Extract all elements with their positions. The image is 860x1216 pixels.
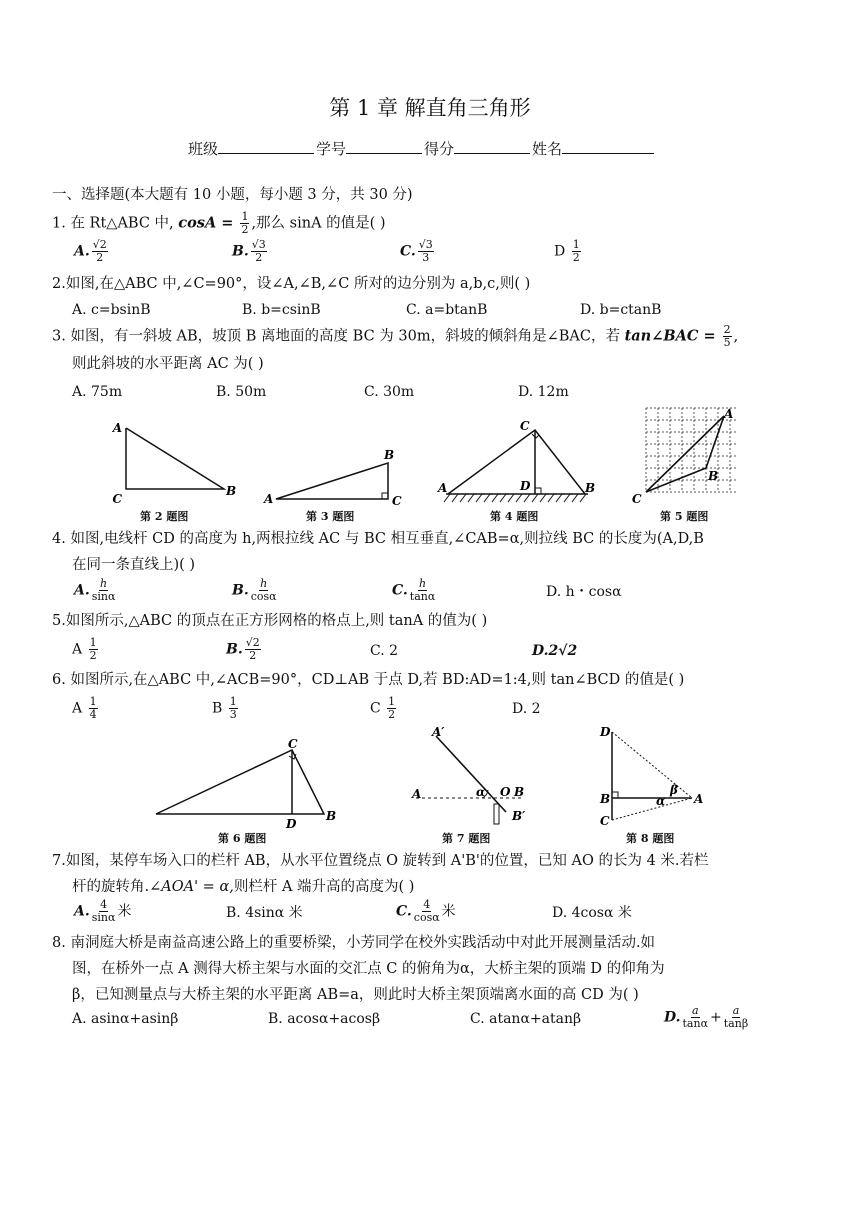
right-angle-mark [612, 792, 618, 798]
q4-option-b[interactable] [232, 578, 279, 603]
q4-c-label: C. [392, 582, 408, 599]
class-blank[interactable] [218, 139, 314, 154]
figure-q7 [406, 724, 538, 828]
q6-b-frac [229, 696, 238, 721]
q8-option-d[interactable] [664, 1005, 750, 1030]
q7-c-unit: 米 [441, 903, 456, 920]
q8-d1-den: tanα [682, 1017, 709, 1030]
q4-b-num: h [260, 577, 268, 590]
name-blank[interactable] [562, 139, 654, 154]
id-blank[interactable] [346, 139, 422, 154]
q8-stem-1: 8. 南洞庭大桥是南益高速公路上的重要桥梁，小芳同学在校外实践活动中对此开展测量活动.如 [52, 935, 656, 951]
q5-b-num: √2 [245, 636, 260, 649]
q4-stem-1: 4. 如图,电线杆 CD 的高度为 h,两根拉线 AC 与 BC 相互垂直,∠CAB=α,则拉线 BC 的长度为(A,D,B [52, 531, 704, 547]
q3-option-a[interactable]: A. 75m [72, 384, 123, 400]
q4-a-frac [92, 578, 116, 603]
q8-option-b[interactable]: B. acosα+acosβ [268, 1011, 381, 1027]
right-angle-mark [382, 493, 388, 499]
q6-b-label: B [212, 700, 227, 717]
label-c: C [600, 814, 610, 828]
q8-d-frac-2 [724, 1005, 748, 1030]
q1-frac-num: 1 [241, 210, 249, 223]
q5-option-a[interactable] [72, 637, 100, 662]
q7-c-label: C. [396, 903, 412, 920]
label-beta: β [670, 783, 678, 797]
q4-c-frac [410, 578, 436, 603]
q3-frac-num: 2 [723, 323, 731, 336]
label-b: B [708, 469, 719, 483]
q4-c-den: tanα [409, 590, 436, 603]
q5-b-label: B. [226, 641, 243, 658]
caption-q2: 第 2 题图 [140, 510, 189, 523]
q1-a-den: 2 [96, 251, 104, 264]
q6-option-c[interactable] [370, 696, 398, 721]
q7-c-num: 4 [423, 898, 431, 911]
q1-c-frac [418, 239, 434, 264]
label-c: C [112, 492, 122, 505]
post [494, 804, 499, 824]
q1-option-c[interactable] [400, 239, 436, 264]
q6-option-b[interactable] [212, 696, 240, 721]
label-a: A [694, 792, 704, 806]
q6-a-frac [89, 696, 98, 721]
q4-a-den: sinα [91, 590, 116, 603]
q6-b-num: 1 [229, 695, 237, 708]
figure-q8 [596, 724, 714, 828]
q5-option-d[interactable]: D.2√2 [532, 643, 578, 659]
q3-tan: tan∠BAC = [624, 327, 721, 345]
caption-q8: 第 8 题图 [626, 832, 675, 845]
q5-a-den: 2 [89, 649, 97, 662]
label-c: C [392, 494, 402, 507]
q1-c-den: 3 [422, 251, 430, 264]
q7-stem-2 [72, 878, 414, 896]
q7-option-d[interactable]: D. 4cosα 米 [552, 905, 632, 921]
q3-text: 3. 如图，有一斜坡 AB，坡顶 B 离地面的高度 BC 为 30m，斜坡的倾斜角是∠BAC，若 [52, 328, 625, 345]
label-d: D [286, 817, 297, 830]
q1-b-num: √3 [251, 238, 266, 251]
q4-option-a[interactable] [74, 578, 117, 603]
q8-d1-num: a [691, 1004, 699, 1017]
label-a: A [724, 407, 734, 421]
q6-option-a[interactable] [72, 696, 100, 721]
q6-b-den: 3 [229, 708, 237, 721]
figure-q6 [146, 734, 346, 830]
q1-a-num: √2 [92, 238, 107, 251]
q7-a-den: sinα [91, 911, 116, 924]
q8-d-frac-1 [683, 1005, 709, 1030]
section-heading: 一、选择题(本大题有 10 小题，每小题 3 分，共 30 分) [52, 187, 413, 203]
q3-frac-den: 5 [723, 336, 731, 349]
q2-option-c[interactable]: C. a=btanB [406, 302, 488, 318]
page-title: 第 1 章 解直角三角形 [329, 96, 531, 120]
label-d: D [600, 725, 611, 739]
q4-b-frac [251, 578, 277, 603]
name-label: 姓名 [532, 140, 563, 158]
label-a-prime: A′ [432, 725, 445, 739]
q7-option-b[interactable]: B. 4sinα 米 [226, 905, 303, 921]
q6-c-label: C [370, 700, 386, 717]
caption-q7: 第 7 题图 [442, 832, 491, 845]
q5-a-frac [89, 637, 98, 662]
q3-comma: , [733, 328, 739, 345]
q1-a-label: A. [74, 243, 90, 260]
label-b: B [585, 481, 596, 495]
q4-a-label: A. [74, 582, 90, 599]
q5-stem: 5.如图所示,△ABC 的顶点在正方形网格的格点上,则 tanA 的值为( ) [52, 613, 488, 629]
q7-a-num: 4 [100, 898, 108, 911]
q7-stem-1: 7.如图，某停车场入口的栏杆 AB，从水平位置绕点 O 旋转到 A'B'的位置，已知 AO 的长为 4 米.若栏 [52, 853, 709, 869]
q2-option-a[interactable]: A. c=bsinB [72, 302, 151, 318]
q1-d-num: 1 [572, 238, 580, 251]
label-a: A [438, 481, 448, 495]
q2-option-d[interactable]: D. b=ctanB [580, 302, 662, 318]
q5-b-den: 2 [249, 649, 257, 662]
q1-option-d[interactable] [554, 239, 583, 264]
q1-c-num: √3 [418, 238, 433, 251]
q2-stem: 2.如图,在△ABC 中,∠C=90°，设∠A,∠B,∠C 所对的边分别为 a,b,c,则( ) [52, 276, 531, 292]
label-b: B [514, 785, 525, 799]
q1-c-label: C. [400, 243, 416, 260]
q4-a-num: h [100, 577, 108, 590]
q6-a-label: A [72, 700, 87, 717]
q8-d2-num: a [732, 1004, 740, 1017]
student-info [188, 138, 656, 159]
label-b: B [384, 448, 395, 462]
q3-option-c[interactable]: C. 30m [364, 384, 415, 400]
class-label: 班级 [188, 140, 219, 158]
score-blank[interactable] [454, 139, 530, 154]
triangle [126, 428, 224, 489]
label-b: B [226, 484, 237, 498]
q1-d-frac [572, 239, 581, 264]
caption-q5: 第 5 题图 [660, 510, 709, 523]
q4-option-c[interactable] [392, 578, 437, 603]
label-a: A [264, 492, 274, 506]
q5-option-b[interactable] [226, 637, 263, 662]
q8-stem-3: β，已知测量点与大桥主架的水平距离 AB=a，则此时大桥主架顶端离水面的高 CD 为( ) [72, 987, 639, 1003]
q7-a-frac [92, 899, 116, 924]
q1-a-frac [92, 239, 108, 264]
caption-q4: 第 4 题图 [490, 510, 539, 523]
q1-b-den: 2 [255, 251, 263, 264]
q4-c-num: h [418, 577, 427, 590]
figure-q5 [626, 402, 746, 506]
q5-a-num: 1 [89, 636, 97, 649]
q1-option-b[interactable] [232, 239, 269, 264]
q1-d-den: 2 [572, 251, 580, 264]
label-b-prime: B′ [512, 809, 526, 823]
triangle [156, 750, 324, 814]
label-c: C [288, 737, 298, 751]
q1-stem [52, 211, 386, 236]
q7-text-post: 则栏杆 A 端升高的高度为( ) [233, 879, 415, 895]
q7-c-frac [414, 899, 440, 924]
q4-stem-2: 在同一条直线上)( ) [72, 557, 196, 573]
q7-a-label: A. [74, 903, 90, 920]
q7-option-c[interactable] [396, 899, 456, 924]
q3-stem-1 [52, 324, 738, 349]
id-label: 学号 [316, 140, 347, 158]
q6-c-num: 1 [388, 695, 396, 708]
q3-option-d[interactable]: D. 12m [518, 384, 569, 400]
label-b: B [600, 792, 611, 806]
triangle [276, 463, 388, 499]
label-d: D [520, 479, 531, 493]
q6-a-den: 4 [89, 708, 97, 721]
q4-option-d[interactable]: D. h・cosα [546, 584, 622, 600]
q7-text: 杆的旋转角. [72, 879, 150, 895]
q3-option-b[interactable]: B. 50m [216, 384, 267, 400]
line-of-sight-ad [612, 732, 692, 798]
q1-frac-den: 2 [241, 223, 249, 236]
caption-q6: 第 6 题图 [218, 832, 267, 845]
q8-option-a[interactable]: A. asinα+asinβ [72, 1011, 179, 1027]
q6-a-num: 1 [89, 695, 97, 708]
q8-stem-2: 图，在桥外一点 A 测得大桥主架与水面的交汇点 C 的俯角为α，大桥主架的顶端 D 的仰角为 [72, 961, 665, 977]
q6-stem: 6. 如图所示,在△ABC 中,∠ACB=90°，CD⊥AB 于点 D,若 BD:AD=1:4,则 tan∠BCD 的值是( ) [52, 672, 685, 688]
label-b: B [326, 809, 337, 823]
q1-b-label: B. [232, 243, 249, 260]
q3-frac [723, 324, 732, 349]
q3-stem-2: 则此斜坡的水平距离 AC 为( ) [72, 356, 264, 372]
right-angle-mark-d [535, 488, 541, 494]
figure-q3 [262, 445, 412, 507]
label-alpha: α [656, 794, 666, 808]
q1-d-label: D [554, 243, 570, 260]
q5-b-frac [245, 637, 261, 662]
q1-text-post: ,那么 sinA 的值是( ) [251, 215, 386, 232]
q1-cos: cosA = [178, 214, 239, 232]
q1-frac [240, 211, 249, 236]
q6-option-d[interactable]: D. 2 [512, 701, 541, 717]
q6-c-frac [387, 696, 396, 721]
q4-b-label: B. [232, 582, 249, 599]
q1-b-frac [251, 239, 267, 264]
label-alpha: α [476, 785, 486, 799]
q8-plus: + [710, 1009, 722, 1026]
label-a: A [412, 787, 422, 801]
figure-q4 [428, 416, 604, 506]
q5-option-c[interactable]: C. 2 [370, 643, 399, 659]
bar-a-b-prime [436, 736, 506, 812]
q5-a-label: A [72, 641, 87, 658]
q8-d2-den: tanβ [723, 1017, 749, 1030]
q7-c-den: cosα [413, 911, 440, 924]
label-c: C [632, 492, 642, 506]
figure-q2 [112, 415, 242, 505]
q2-option-b[interactable]: B. b=csinB [242, 302, 321, 318]
q7-option-a[interactable] [74, 899, 131, 924]
label-a: A [112, 421, 122, 435]
q1-text: 1. 在 Rt△ABC 中, [52, 215, 179, 232]
q8-d-label: D. [664, 1009, 681, 1026]
q7-a-unit: 米 [117, 903, 132, 920]
label-o: O [500, 785, 511, 799]
q7-angle: ∠AOA' = α, [149, 879, 234, 895]
q8-option-c[interactable]: C. atanα+atanβ [470, 1011, 582, 1027]
line-of-sight-ac [612, 798, 692, 820]
label-c: C [520, 419, 530, 433]
caption-q3: 第 3 题图 [306, 510, 355, 523]
q4-b-den: cosα [250, 590, 277, 603]
score-label: 得分 [424, 140, 455, 158]
q6-c-den: 2 [388, 708, 396, 721]
ground-hatch [444, 494, 586, 502]
q1-option-a[interactable] [74, 239, 110, 264]
cables [448, 430, 585, 494]
